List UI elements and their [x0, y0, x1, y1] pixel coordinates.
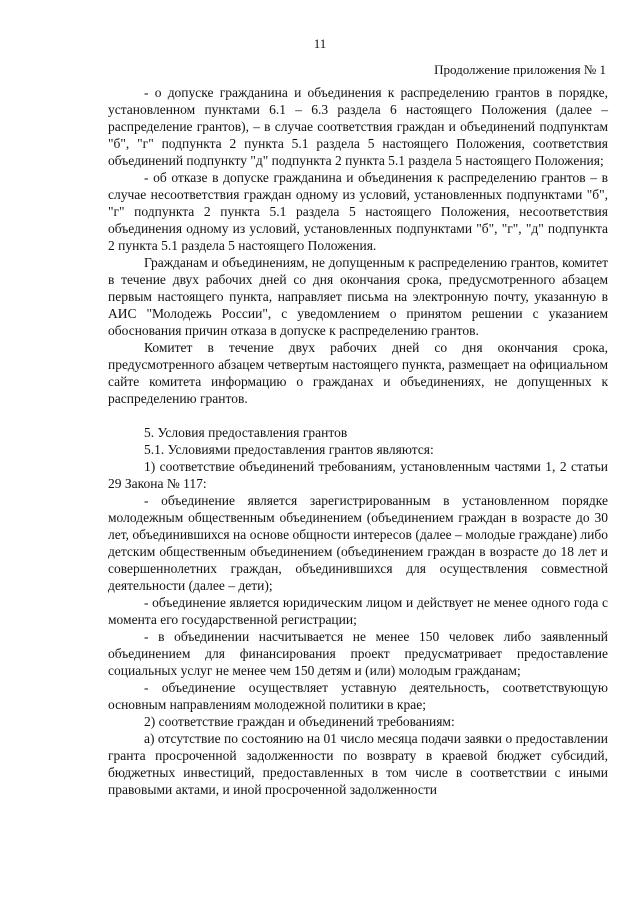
paragraph-notification: Гражданам и объединениям, не допущенным к распределению грантов, комитет в течение двух рабочих дней со дня окончания срока, предусмотренного абзацем первым настоящего пункта, направляет письма на электронную почту, указанную в АИС "Молодежь России", с уведомлением о принятом решении с указанием обоснования причин отказа в допуске к распределению грантов.	[108, 255, 608, 338]
page-number: 11	[313, 36, 327, 51]
paragraph-condition-2a: а) отсутствие по состоянию на 01 число месяца подачи заявки о предоставлении гранта просроченной задолженности по возврату в краевой бюджет субсидий, бюджетных инвестиций, предоставленных в том числе в соответствии с иными правовыми актами, и иной просроченной задолженности	[108, 731, 608, 797]
paragraph-admission: - о допуске гражданина и объединения к распределению грантов в порядке, установленном пунктами 6.1 – 6.3 раздела 6 настоящего Положения (далее – распределение грантов), – в случае соответствия граждан и объединений подпунктам "б", "г" подпункта 2 пункта 5.1 раздела 5 настоящего Положения, соответствия объединений подпункту "д" подпункта 2 пункта 5.1 раздела 5 настоящего Положения;	[108, 85, 608, 168]
document-body	[108, 84, 608, 798]
appendix-continuation-note: Продолжение приложения № 1	[434, 62, 606, 77]
section-heading: 5. Условия предоставления грантов	[144, 425, 348, 440]
paragraph-legal-entity: - объединение является юридическим лицом и действует не менее одного года с момента его государственной регистрации;	[108, 595, 608, 627]
paragraph-condition-2: 2) соответствие граждан и объединений требованиям:	[144, 714, 455, 729]
paragraph-condition-1: 1) соответствие объединений требованиям, установленным частями 1, 2 статьи 29 Закона № 117:	[108, 459, 608, 491]
paragraph-member-count: - в объединении насчитывается не менее 150 человек либо заявленный объединением для финансирования проект предусматривает предоставление социальных услуг не менее чем 150 детям и (или) молодым гражданам;	[108, 629, 608, 678]
paragraph-registered-association: - объединение является зарегистрированным в установленном порядке молодежным общественным объединением (объединением граждан в возрасте до 30 лет, объединившихся на основе общности интересов (далее – молодые граждане) либо детским общественным объединением (объединением граждан в возрасте до 18 лет и совершеннолетних граждан, объединившихся для осуществления совместной деятельности (далее – дети);	[108, 493, 608, 593]
paragraph-statutory-activity: - объединение осуществляет уставную деятельность, соответствующую основным направлениям молодежной политики в крае;	[108, 680, 608, 712]
paragraph-conditions-intro: 5.1. Условиями предоставления грантов являются:	[144, 442, 434, 457]
paragraph-publication: Комитет в течение двух рабочих дней со дня окончания срока, предусмотренного абзацем четвертым настоящего пункта, размещает на официальном сайте комитета информацию о гражданах и объединениях, не допущенных к распределению грантов.	[108, 340, 608, 406]
paragraph-refusal: - об отказе в допуске гражданина и объединения к распределению грантов – в случае несоответствия граждан одному из условий, установленных подпунктами "б", "г" подпункта 2 пункта 5.1 раздела 5 настоящего Положения, несоответствия объединения одному из условий, установленных подпунктами "б", "г", "д" подпункта 2 пункта 5.1 раздела 5 настоящего Положения.	[108, 170, 608, 253]
